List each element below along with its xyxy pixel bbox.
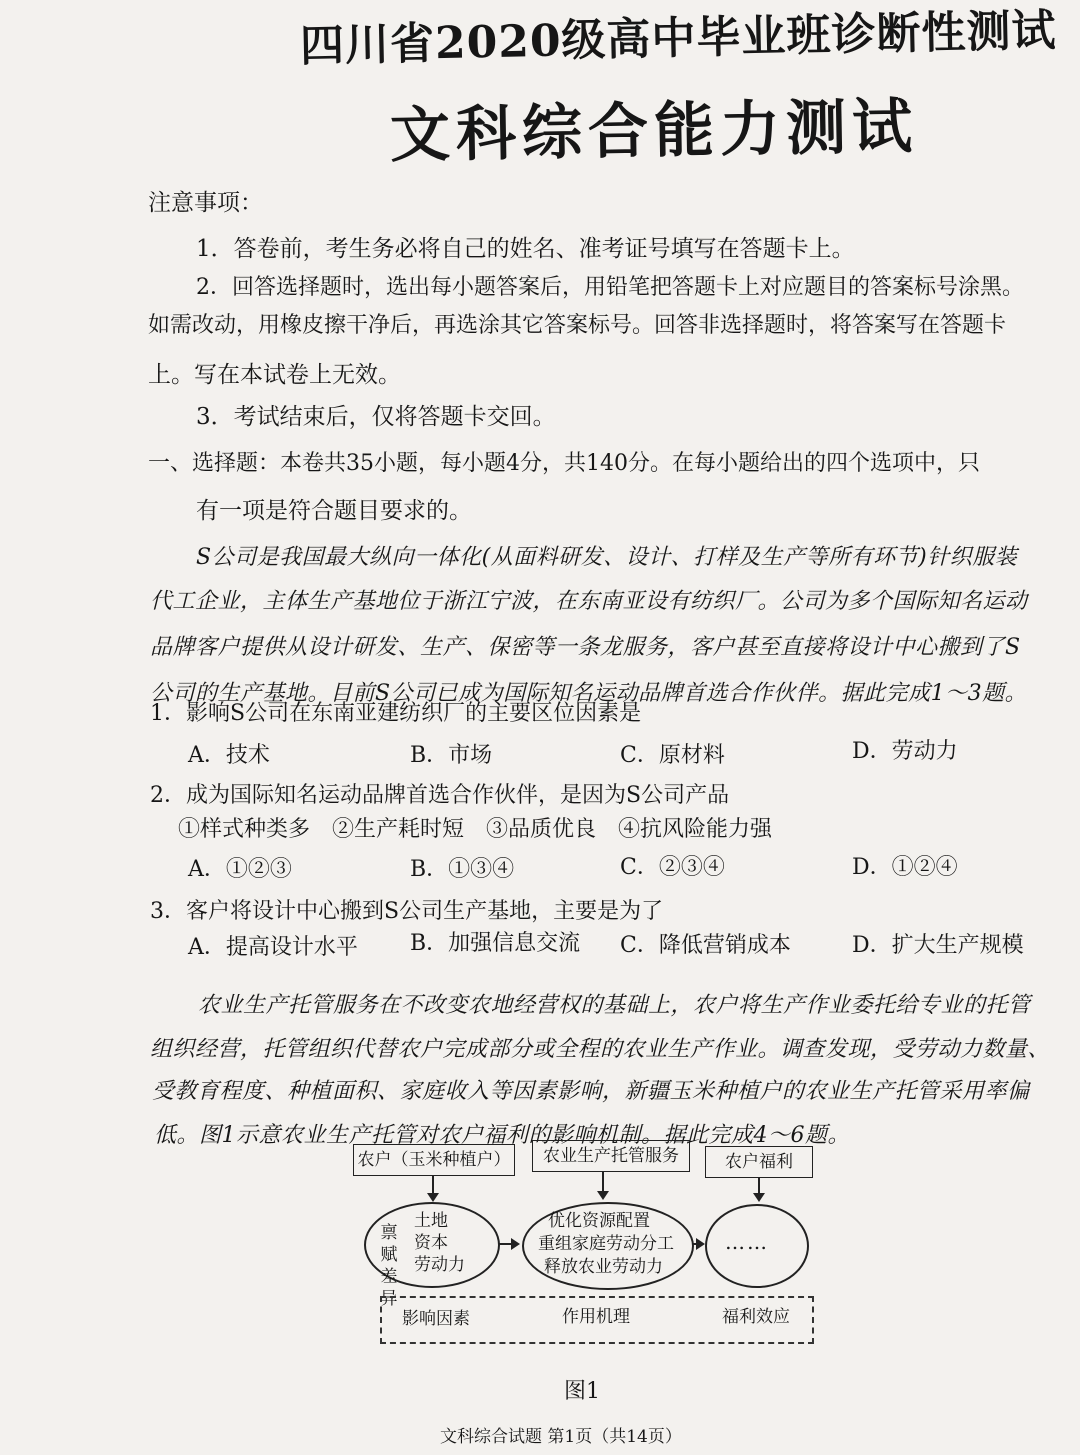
influence-factors-ellipse: [364, 1202, 500, 1309]
passage-2-line-3: 受教育程度、种植面积、家庭收入等因素影响，新疆玉米种植户的农业生产托管采用率偏: [152, 1079, 1030, 1104]
question-1-option-a: A．技术: [188, 743, 270, 768]
question-2-option-b: B．①③④: [410, 857, 515, 882]
mechanism-ellipse: [522, 1202, 694, 1290]
mechanism-line-1: 优化资源配置: [548, 1211, 650, 1231]
welfare-effect-label: 福利效应: [722, 1307, 790, 1327]
question-3-option-d: D．扩大生产规模: [852, 933, 1024, 958]
notice-item-2-end: 上。写在本试卷上无效。: [148, 362, 401, 388]
passage-2-line-1: 农业生产托管服务在不改变农地经营权的基础上，农户将生产作业委托给专业的托管: [198, 993, 1031, 1018]
question-2-option-c: C．②③④: [620, 855, 725, 880]
question-2-stem: 2．成为国际知名运动品牌首选合作伙伴，是因为S公司产品: [150, 783, 730, 808]
farmer-box: 农户（玉米种植户）: [353, 1144, 515, 1176]
land-label: 土地: [414, 1211, 448, 1231]
section-1-heading: 一、选择题：本卷共35小题，每小题4分，共140分。在每小题给出的四个选项中，只: [148, 451, 980, 476]
figure-caption: 图1: [564, 1379, 600, 1404]
arrow-head-5: [696, 1238, 705, 1250]
endowment-difference-label: 禀赋差异: [380, 1223, 398, 1309]
question-3-option-b: B．加强信息交流: [410, 931, 581, 956]
mechanism-line-3: 释放农业劳动力: [544, 1257, 663, 1277]
notice-title: 注意事项：: [148, 190, 263, 216]
passage-1-line-3: 品牌客户提供从设计研发、生产、保密等一条龙服务，客户甚至直接将设计中心搬到了S: [150, 635, 1021, 660]
ellipsis-text: ……: [725, 1230, 769, 1254]
question-2-statements: ①样式种类多 ②生产耗时短 ③品质优良 ④抗风险能力强: [178, 817, 773, 842]
welfare-effect-ellipse: [705, 1204, 809, 1288]
dashed-legend-box: [380, 1296, 814, 1344]
exam-header-line1: 四川省2020级高中毕业班诊断性测试: [299, 5, 1057, 72]
question-3-option-a: A．提高设计水平: [188, 935, 358, 960]
passage-2-line-4: 低。图1示意农业生产托管对农户福利的影响机制。据此完成4～6题。: [154, 1123, 850, 1148]
page-footer: 文科综合试题 第1页（共14页）: [440, 1427, 682, 1447]
notice-item-2: 2．回答选择题时，选出每小题答案后，用铅笔把答题卡上对应题目的答案标号涂黑。: [196, 275, 1024, 300]
notice-item-2-cont: 如需改动，用橡皮擦干净后，再选涂其它答案标号。回答非选择题时，将答案写在答题卡: [148, 313, 1007, 338]
question-2-option-a: A．①②③: [188, 857, 292, 882]
passage-1-line-4: 公司的生产基地。目前S公司已成为国际知名运动品牌首选合作伙伴。据此完成1～3题。: [150, 681, 1028, 706]
question-1-option-b: B．市场: [410, 743, 493, 768]
mechanism-label: 作用机理: [562, 1307, 630, 1327]
labor-label: 劳动力: [414, 1255, 465, 1275]
notice-item-3: 3．考试结束后，仅将答题卡交回。: [196, 404, 556, 430]
exam-title: 文科综合能力测试: [389, 91, 919, 171]
arrow-head-3: [753, 1193, 765, 1202]
arrow-head-1: [427, 1193, 439, 1202]
capital-label: 资本: [414, 1233, 448, 1253]
arrow-head-4: [511, 1238, 520, 1250]
question-1-option-d: D．劳动力: [852, 739, 958, 764]
section-1-heading-cont: 有一项是符合题目要求的。: [196, 498, 472, 524]
passage-1-line-1: S公司是我国最大纵向一体化(从面料研发、设计、打样及生产等所有环节)针织服装: [196, 545, 1018, 570]
question-1-option-c: C．原材料: [620, 743, 725, 768]
welfare-box: 农户福利: [705, 1146, 813, 1178]
question-1-stem: 1．影响S公司在东南亚建纺织厂的主要区位因素是: [150, 701, 642, 726]
arrow-line-3: [758, 1178, 760, 1194]
trust-service-box: 农业生产托管服务: [532, 1140, 690, 1172]
question-2-option-d: D．①②④: [852, 855, 958, 880]
question-3-stem: 3．客户将设计中心搬到S公司生产基地，主要是为了: [150, 899, 664, 924]
arrow-line-4: [498, 1243, 512, 1245]
notice-item-1: 1．答卷前，考生务必将自己的姓名、准考证号填写在答题卡上。: [196, 236, 855, 262]
influence-factors-label: 影响因素: [402, 1309, 470, 1329]
mechanism-line-2: 重组家庭劳动分工: [538, 1234, 674, 1254]
arrow-line-2: [602, 1172, 604, 1192]
question-3-option-c: C．降低营销成本: [620, 933, 791, 958]
arrow-line-1: [432, 1176, 434, 1194]
passage-2-line-2: 组织经营，托管组织代替农户完成部分或全程的农业生产作业。调查发现，受劳动力数量、: [150, 1037, 1051, 1062]
arrow-head-2: [597, 1191, 609, 1200]
passage-1-line-2: 代工企业，主体生产基地位于浙江宁波，在东南亚设有纺织厂。公司为多个国际知名运动: [150, 589, 1028, 614]
